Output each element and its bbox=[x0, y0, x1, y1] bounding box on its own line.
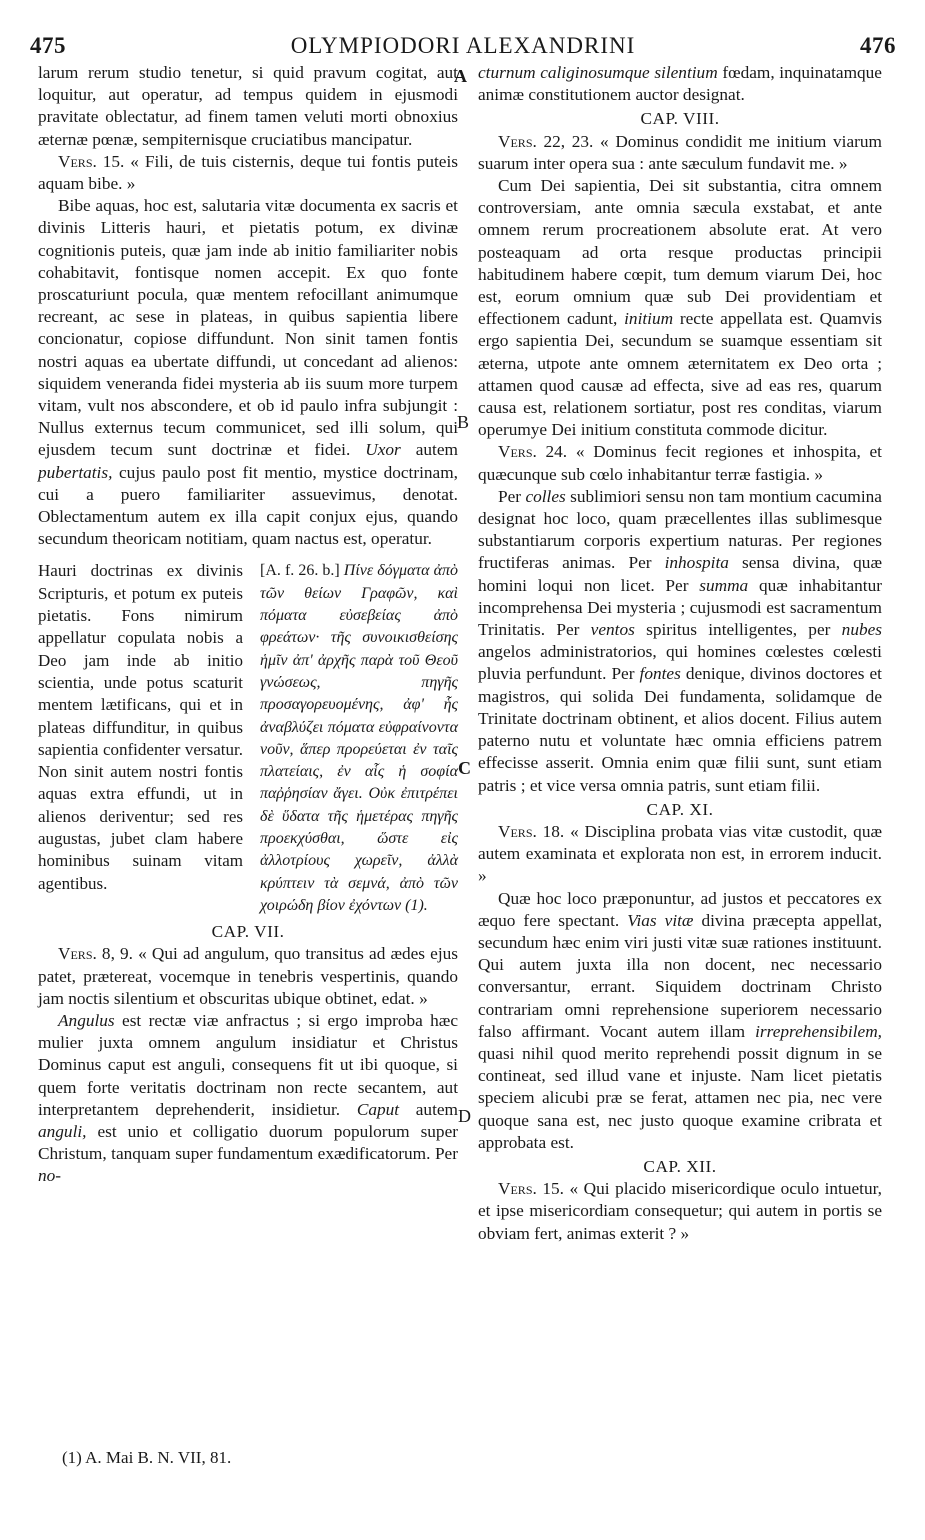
italic-term: cturnum caliginosumque silentium bbox=[478, 63, 718, 82]
verse-text: « Qui placido misericordique oculo intuetur, et ipse misericordiam consequetur; qui autem in portis se obviam fert, animas exterit ? » bbox=[478, 1179, 882, 1243]
page-number-left: 475 bbox=[30, 33, 66, 58]
paragraph-text: est rectæ viæ anfractus ; si ergo improba hæc mulier juxta omnem angulum insidiatur et Christus Dominus caput est anguli, consequens fit ut ibi quoque, si quem forte veritatis doctrinam non recte secantem, aut interpretantem deprehenderit, insidietur. bbox=[38, 1011, 458, 1119]
italic-term: nubes bbox=[841, 620, 882, 640]
verse-text: « Dominus condidit me initium viarum suarum inter opera sua : ante sæculum fundavit me. » bbox=[478, 131, 882, 173]
chapter-heading: CAP. XII. bbox=[643, 1156, 717, 1176]
verse-text: « Qui ad angulum, quo transitus ad ædes ejus patet, prætereat, vocemque in tenebris vespertinis, quando jam noctis silentium et obscuritas ubique obtinet, edat. » bbox=[38, 944, 458, 1008]
verse-label: Vers. 8, 9. bbox=[58, 944, 133, 964]
italic-term: colles bbox=[525, 486, 566, 506]
verse-label: Vers. 24. bbox=[498, 442, 568, 462]
paragraph-text: quæ inhabitantur incomprehensa Dei mysteria ; cujusmodi est sacramentum Trinitatis. Per bbox=[478, 575, 883, 640]
italic-term: Uxor bbox=[365, 440, 401, 460]
verse-label: Vers. 15. bbox=[498, 1179, 564, 1199]
chapter-heading: CAP. XI. bbox=[646, 799, 714, 819]
paragraph bbox=[478, 888, 882, 1154]
margin-letter-d: D bbox=[458, 1106, 471, 1126]
paragraph-text: fœdam, inquinatamque animæ constitutionem auctor designat. bbox=[478, 63, 882, 105]
italic-term: summa bbox=[699, 575, 749, 595]
paragraph-text: Quæ hoc loco præponuntur, ad justos et peccatores ex æquo fere spectant. bbox=[478, 888, 882, 930]
italic-term: irreprehensibilem, bbox=[755, 1021, 882, 1041]
italic-term: initium bbox=[624, 309, 674, 329]
verse-paragraph bbox=[478, 441, 882, 485]
greek-original: Πίνε δόγματα ἀπὸ τῶν θείων Γραφῶν, καὶ πόματα εὐσεβείας ἀπὸ φρεάτων· τῆς συνοικισθείσης ἡμῖν ἀπ' ἀρχῆς παρὰ τοῦ Θεοῦ γνώσεως, πηγῆς προσαγορευομένης, ἀφ' ἧς ἀναβλύζει πόματα εὐφραίνοντα νοῦν, ἅπερ προρεύεται ἐν ταῖς πλατείαις, ἐν αἷς ἡ σοφία παῤῥησίαν ἄγει. Οὐκ ἐπιτρέπει δὲ ὕδατα τῆς ἡμετέρας πηγῆς προεκχύσθαι, ὥστε εἰς ἀλλοτρίους χωρεῖν, ἀλλὰ κρύπτειν τὰ σεμνά, ἀπὸ τῶν χοιρώδη βίον ἐχόντων (1). bbox=[260, 562, 458, 914]
paragraph-text: angelos administratorios, qui homines cœlestes cœlesti pluvia perfundunt. Per bbox=[478, 642, 882, 684]
paragraph-text: sublimiori sensu non tam montium cacumina designat hoc loco, quam præcellentes illas sublimesque substantiarum corporis expertium naturas. Per regiones fructiferas animas. Per bbox=[478, 486, 882, 573]
paragraph-text: autem bbox=[415, 1099, 458, 1119]
latin-paraphrase: Hauri doctrinas ex divinis Scripturis, et potum ex puteis pietatis. Fons nimirum appellatur copulata nobis a Deo jam inde ab initio scientia, unde potus scaturit mentem lætificans, qui et in plateas diffunditur, in quibus sapientia confidenter versatur. Non sinit autem nostri fontis aquas extra effundi, ut in alienos deriventur; sed res augustas, jubet clam habere hominibus suinam vitam agentibus. bbox=[38, 561, 243, 893]
verse-text: « Dominus fecit regiones et inhospita, et quæcunque sub cœlo inhabitantur terræ fastigia. » bbox=[478, 442, 882, 484]
paragraph bbox=[478, 175, 882, 441]
verse-paragraph bbox=[38, 943, 458, 1010]
paragraph: larum rerum studio tenetur, si quid pravum cogitat, aut loquitur, aut operatur, ad tempus quidem in ejusmodi pravitate oblectatur, ad finem tamen veluti morti obnoxius æternæ pœnæ, sempiternisque cruciatibus mancipatur. bbox=[38, 63, 458, 149]
paragraph-text: Per bbox=[498, 486, 522, 506]
verse-label: Vers. 18. bbox=[498, 821, 565, 841]
verse-paragraph bbox=[478, 1178, 882, 1245]
paragraph-text: cujus paulo post fit mentio, mystice doctrinam, cui a puero familiariter assuevimus, denotat. Oblectamentum autem ex illa capit conjux ejus, quando secundum theoricam notitiam, quam nactus est, operatur. bbox=[38, 462, 458, 549]
paragraph bbox=[38, 195, 458, 550]
italic-term: ventos bbox=[590, 620, 635, 640]
italic-term: no- bbox=[38, 1166, 62, 1186]
margin-letter-c: C bbox=[458, 758, 471, 778]
paragraph-text: denique, divinos doctores et magistros, qui solida Dei fundamenta, solidamque de Trinitate doctrinam obtinent, et alios docent. Filius autem paterno nutu et voluntate hæc omnia efficiens patrem effecisse asserit. Omnia enim quæ filii sunt, sunt etiam patris ; et vice versa omnia patris, sunt etiam filii. bbox=[478, 664, 882, 795]
paragraph-text: sensa divina, quæ homini loqui non licet. Per bbox=[478, 553, 882, 595]
chapter-heading: CAP. VII. bbox=[211, 922, 285, 942]
paragraph-text: recte appellata est. Quamvis ergo sapientia Dei, secundum se suamque essentiam sit æterna, utpote ante omnem æternitatem ex Deo orta ; attamen quod causæ ad effecta, sive ad eas res, quarum causa est, relationem sortiatur, post res conditas, viarum operumye Dei initium constituta commode dicitur. bbox=[478, 309, 882, 440]
greek-text bbox=[260, 560, 458, 917]
footnote: (1) A. Mai B. N. VII, 81. bbox=[62, 1448, 232, 1467]
italic-term: Caput bbox=[356, 1099, 400, 1119]
parallel-text-block bbox=[38, 560, 458, 917]
italic-term: pubertatis, bbox=[38, 462, 113, 482]
italic-term: anguli, bbox=[38, 1122, 87, 1142]
verse-paragraph bbox=[38, 151, 458, 195]
italic-term: Vias vitæ bbox=[627, 910, 694, 930]
manuscript-reference: [A. f. 26. b.] bbox=[260, 562, 340, 580]
verse-paragraph bbox=[478, 131, 882, 175]
verse-label: Vers. 22, 23. bbox=[498, 131, 594, 151]
verse-text: « Fili, de tuis cisternis, deque tui fontis puteis aquam bibe. » bbox=[38, 151, 458, 194]
chapter-heading: CAP. VIII. bbox=[640, 109, 720, 129]
page-header bbox=[30, 33, 896, 63]
paragraph-text: Cum Dei sapientia, Dei sit substantia, citra omnem controversiam, ante omnia sæcula exstabat, et ante omnem rerum procreationem absolute erat. At vero posteaquam ad orta resque productas principii habitudinem habere cœpit, tum demum viarum Dei, hoc est, eorum omnium quæ sub Dei providentiam et effectionem cadunt, bbox=[478, 176, 882, 329]
paragraph bbox=[38, 1010, 458, 1188]
left-column bbox=[38, 62, 458, 1188]
right-column bbox=[478, 62, 882, 1245]
italic-term: Angulus bbox=[58, 1011, 115, 1031]
paragraph-text: Bibe aquas, hoc est, salutaria vitæ documenta ex sacris et divinis Litteris hauri, et pietatis potum, ex divinæ cognitionis puteis, quæ jam inde ab initio familiariter nobis cohabitavit, fontisque nomen accepit. Ex quo fonte proscaturiunt pocula, quæ mentem refocillant animumque recreant, ac sese in plateas, in quibus sapientia libere concionatur, copiose diffundunt. Non sinit tamen fontis nostri aquas ea ubertate diffundi, ut concedant ad alienos: siquidem veneranda fidei mysteria ab iis suum more turpem vitam, vult nos abscondere, et ob id paulo infra subjungit : Nullus externus tecum communicet, sed illi solum, qui ejusdem tecum sunt doctrinæ et fidei. bbox=[38, 196, 458, 460]
paragraph-text: spiritus intelligentes, per bbox=[646, 620, 831, 640]
paragraph-text: quasi nihil quod merito reprehendi possit dignum in se contineat, sed illud vane et injuste. Nam licet pietatis speciem alicubi præ se ferat, attamen nec pia, nec vere quoque sana est, nec justo quoque examine cribrata et approbata est. bbox=[478, 1043, 882, 1152]
paragraph-text: est unio et colligatio duorum populorum super Christum, tanquam super fundamentum exædificatorum. Per bbox=[38, 1122, 458, 1164]
paragraph bbox=[478, 486, 882, 797]
paragraph bbox=[478, 62, 882, 106]
page-number-right: 476 bbox=[860, 33, 896, 58]
italic-term: inhospita bbox=[664, 553, 729, 573]
verse-label: Vers. 15. bbox=[58, 151, 125, 171]
italic-term: fontes bbox=[639, 664, 681, 684]
verse-text: « Disciplina probata vias vitæ custodit, quæ autem examinata et explorata non est, in errorem inducit. » bbox=[478, 821, 882, 886]
verse-paragraph bbox=[478, 821, 882, 888]
margin-letter-a: A bbox=[454, 66, 467, 86]
paragraph-text: divina præcepta appellat, secundum hæc enim viri justi vitæ suæ rationes instituunt. Qui autem juxta illa non docent, nec necessario conversantur, errant. Siquidem doctrinam Christo contrariam omni reprehensione superiorem necessario falso affirmant. Vocant autem illam bbox=[478, 910, 883, 1041]
paragraph-text: autem bbox=[415, 440, 458, 460]
margin-letter-b: B bbox=[457, 412, 470, 432]
running-title: OLYMPIODORI ALEXANDRINI bbox=[290, 33, 636, 58]
